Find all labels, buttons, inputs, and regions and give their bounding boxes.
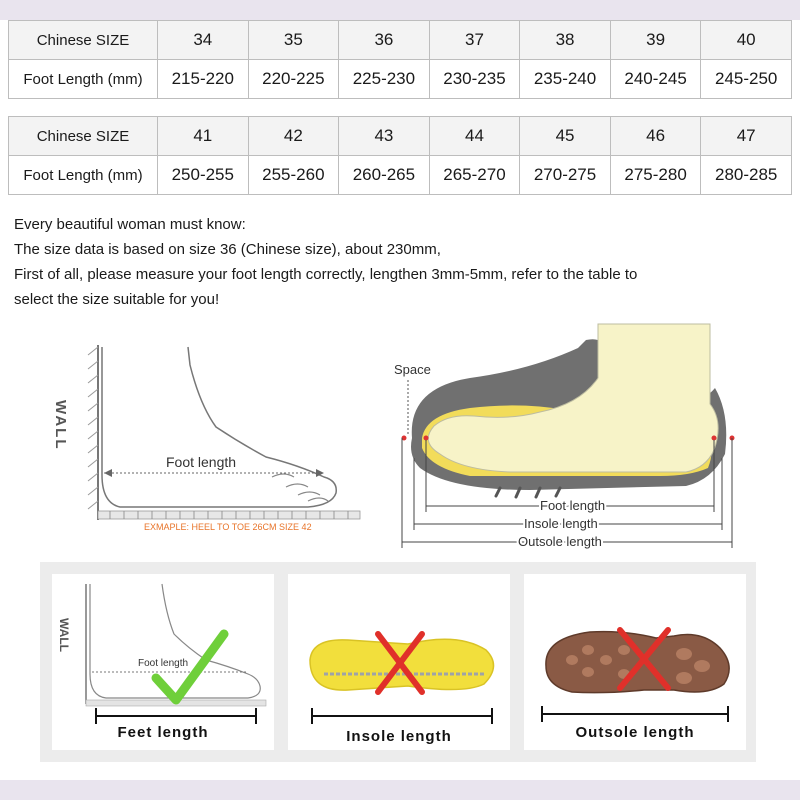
foot-outline	[102, 347, 336, 507]
length-cell: 240-245	[610, 60, 701, 99]
panel-caption: Feet length	[117, 724, 209, 741]
shoe-measure-diagram	[390, 318, 740, 558]
size-table-41-47	[8, 116, 792, 195]
length-cell: 260-265	[339, 156, 430, 195]
length-cell: 245-250	[701, 60, 792, 99]
length-cell: 275-280	[610, 156, 701, 195]
size-guide-note	[14, 212, 794, 312]
foot-length-label: Foot length	[138, 658, 189, 669]
bottom-band	[0, 780, 800, 800]
size-cell: 47	[701, 117, 792, 156]
note-line: First of all, please measure your foot length correctly, lengthen 3mm-5mm, refer to the table to	[14, 266, 638, 283]
row-label: Chinese SIZE	[9, 117, 158, 156]
length-cell: 265-270	[429, 156, 520, 195]
insole-illustration	[288, 574, 510, 750]
row-label: Foot Length (mm)	[9, 60, 158, 99]
space-label: Space	[394, 362, 431, 377]
panel-insole-length	[288, 574, 510, 750]
measure-comparison-panels	[40, 562, 756, 762]
length-cell: 250-255	[158, 156, 249, 195]
size-cell: 43	[339, 117, 430, 156]
top-band	[0, 0, 800, 20]
size-cell: 35	[248, 21, 339, 60]
size-cell: 44	[429, 117, 520, 156]
size-cell: 40	[701, 21, 792, 60]
size-cell: 36	[339, 21, 430, 60]
size-table-34-40	[8, 20, 792, 99]
size-cell: 45	[520, 117, 611, 156]
size-cell: 41	[158, 117, 249, 156]
panel-caption: Insole length	[346, 728, 452, 745]
length-cell: 225-230	[339, 60, 430, 99]
note-line: Every beautiful woman must know:	[14, 216, 246, 233]
table-row	[9, 60, 792, 99]
wall-measure-diagram	[40, 335, 370, 540]
outsole-length-label: Outsole length	[518, 534, 602, 549]
length-cell: 235-240	[520, 60, 611, 99]
insole-length-label: Insole length	[524, 516, 598, 531]
row-label: Foot Length (mm)	[9, 156, 158, 195]
foot-length-label: Foot length	[540, 498, 606, 513]
size-cell: 38	[520, 21, 611, 60]
foot-length-label: Foot length	[166, 454, 237, 470]
size-cell: 39	[610, 21, 701, 60]
size-cell: 37	[429, 21, 520, 60]
table-row	[9, 117, 792, 156]
size-cell: 42	[248, 117, 339, 156]
wall-label: WALL	[52, 400, 69, 451]
length-cell: 280-285	[701, 156, 792, 195]
example-text: EXMAPLE: HEEL TO TOE 26CM SIZE 42	[144, 522, 312, 532]
panel-outsole-length	[524, 574, 746, 750]
note-line: select the size suitable for you!	[14, 291, 220, 308]
length-cell: 230-235	[429, 60, 520, 99]
length-cell: 215-220	[158, 60, 249, 99]
note-line: The size data is based on size 36 (Chinese size), about 230mm,	[14, 241, 441, 258]
size-cell: 34	[158, 21, 249, 60]
table-row	[9, 21, 792, 60]
row-label: Chinese SIZE	[9, 21, 158, 60]
length-cell: 270-275	[520, 156, 611, 195]
size-cell: 46	[610, 117, 701, 156]
length-cell: 255-260	[248, 156, 339, 195]
panel-caption: Outsole length	[575, 724, 695, 741]
panel-feet-length	[52, 574, 274, 750]
table-row	[9, 156, 792, 195]
wall-label: WALL	[57, 618, 71, 652]
length-cell: 220-225	[248, 60, 339, 99]
